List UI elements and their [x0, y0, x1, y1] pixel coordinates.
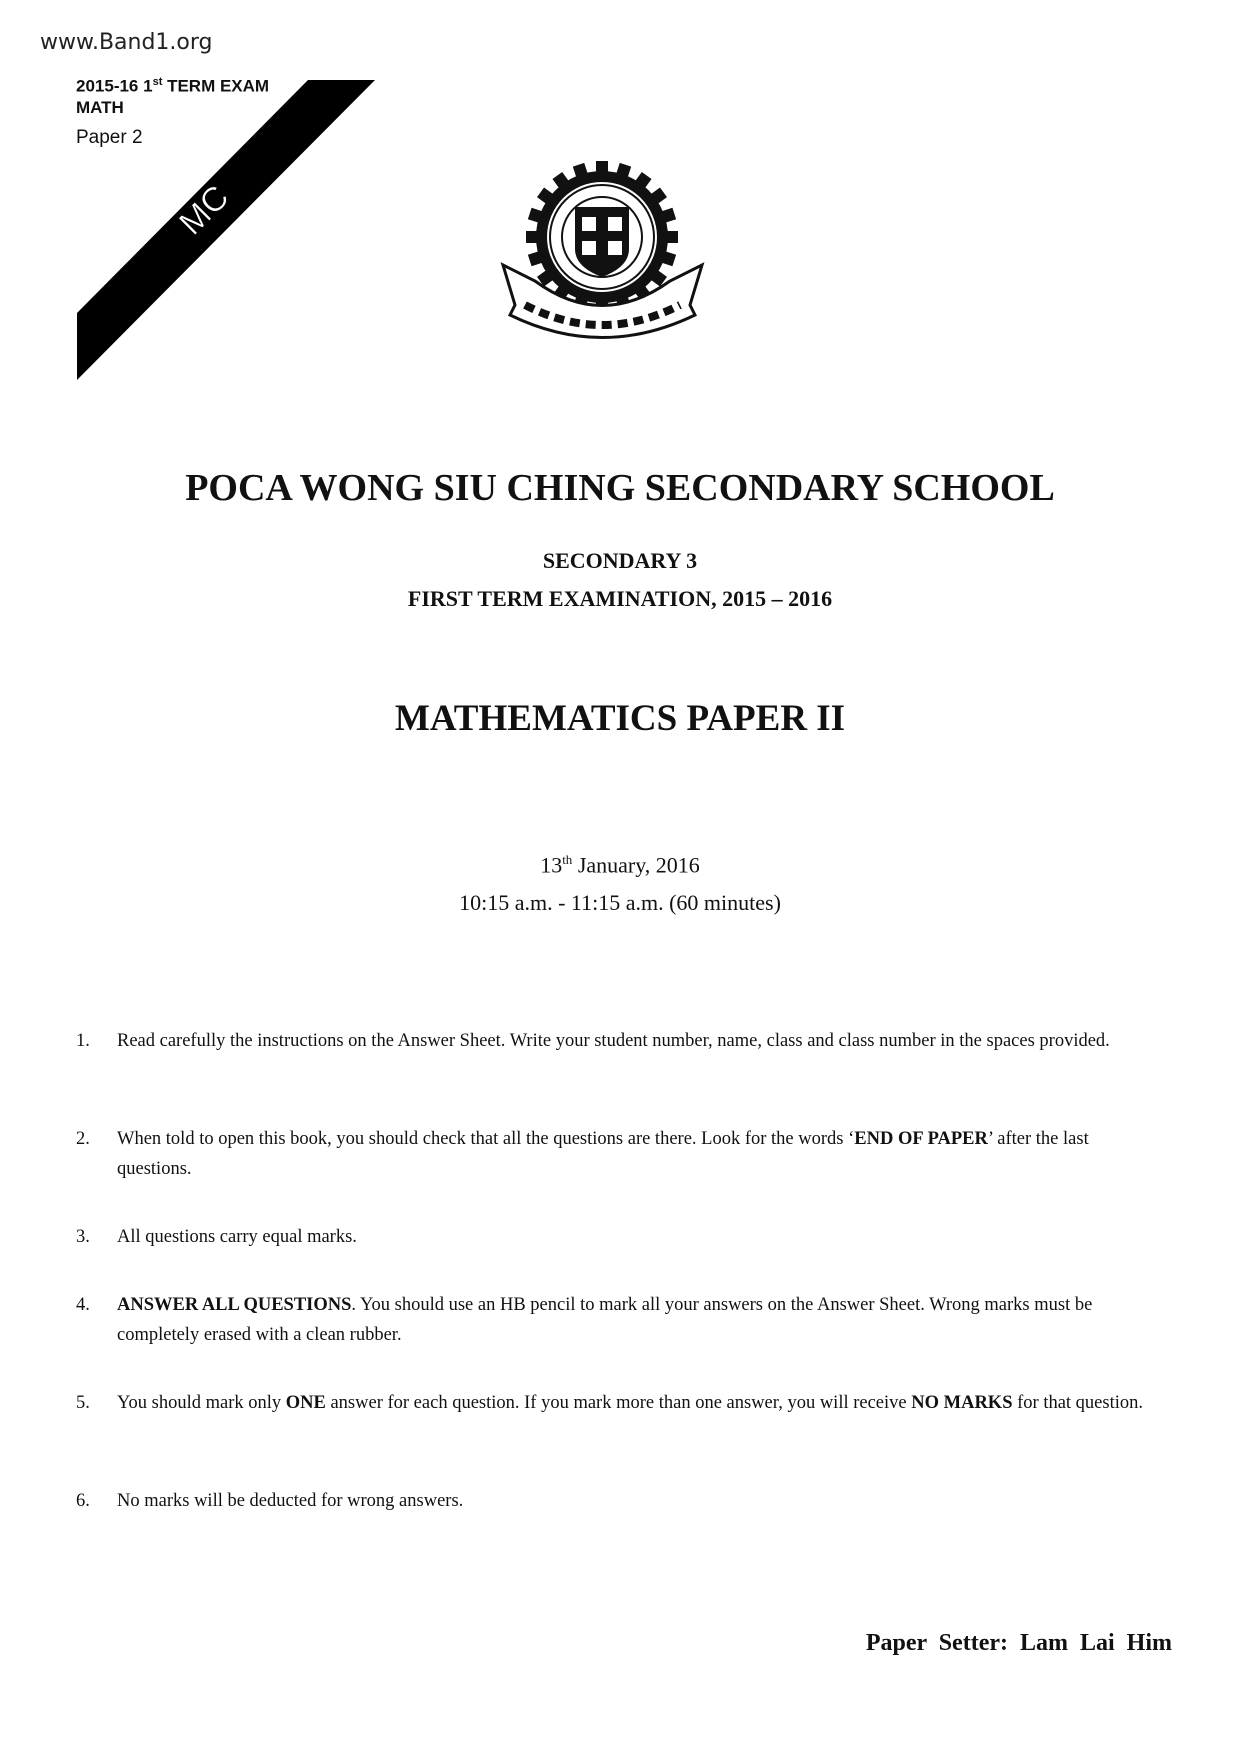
date-rest: January, 2016 — [572, 852, 700, 878]
instruction-item — [76, 1388, 1166, 1418]
instruction-text — [117, 1124, 1166, 1184]
exam-time: 10:15 a.m. - 11:15 a.m. (60 minutes) — [459, 890, 781, 915]
form-level: SECONDARY 3 — [542, 548, 698, 573]
watermark-url: www.Band1.org — [40, 30, 213, 55]
school-name: POCA WONG SIU CHING SECONDARY SCHOOL — [185, 467, 1055, 509]
instruction-text — [117, 1388, 1166, 1418]
exam-term: TERM EXAM — [162, 76, 270, 96]
instruction-text-part: answer for each question. If you mark more than one answer, you will receive — [325, 1393, 912, 1413]
instruction-text — [117, 1486, 1166, 1516]
instruction-number: 5. — [76, 1393, 90, 1413]
instruction-text-part: Read carefully the instructions on the Answer Sheet. Write your student number, name, class and class number in the spaces provided. — [117, 1031, 1110, 1051]
instruction-number: 4. — [76, 1295, 90, 1315]
instruction-number: 3. — [76, 1227, 90, 1247]
instruction-text-part: ’ after the last questions. — [117, 1129, 1089, 1179]
paper-label: Paper 2 — [76, 127, 143, 148]
instruction-text-part: No marks will be deducted for wrong answers. — [117, 1491, 464, 1511]
instruction-item — [76, 1290, 1166, 1350]
instruction-number: 6. — [76, 1491, 90, 1511]
school-logo — [495, 155, 710, 355]
emphasis-text: NO MARKS — [911, 1393, 1013, 1413]
ordinal-sup: st — [152, 76, 163, 88]
emphasis-text: ANSWER ALL QUESTIONS — [117, 1295, 352, 1315]
instruction-text — [117, 1026, 1166, 1056]
instruction-text-part: All questions carry equal marks. — [117, 1227, 357, 1247]
instruction-text — [117, 1290, 1166, 1350]
instruction-item — [76, 1026, 1166, 1056]
paper-setter: Paper Setter: Lam Lai Him — [865, 1630, 1172, 1656]
instruction-text-part: for that question. — [1012, 1393, 1144, 1413]
exam-date — [0, 852, 1240, 878]
instruction-number: 1. — [76, 1031, 90, 1051]
date-sup: th — [562, 852, 573, 867]
mc-ribbon — [0, 0, 420, 400]
exam-title: FIRST TERM EXAMINATION, 2015 – 2016 — [407, 586, 833, 611]
subject-label: MATH — [76, 98, 124, 117]
instruction-text — [117, 1222, 1166, 1252]
instruction-text-part: You should mark only — [117, 1393, 286, 1413]
ribbon-label: MC — [172, 178, 237, 243]
emphasis-text: ONE — [285, 1393, 326, 1413]
instruction-number: 2. — [76, 1129, 90, 1149]
instruction-item — [76, 1486, 1166, 1516]
instruction-item — [76, 1222, 1166, 1252]
paper-title: MATHEMATICS PAPER II — [394, 698, 846, 739]
instruction-item — [76, 1124, 1166, 1184]
date-day: 13 — [540, 852, 563, 878]
instruction-text-part: . You should use an HB pencil to mark all your answers on the Answer Sheet. Wrong marks must be completely erased with a clean rubber. — [117, 1295, 1093, 1345]
emphasis-text: END OF PAPER — [854, 1129, 988, 1149]
exam-year: 2015-16 1 — [76, 76, 153, 96]
instruction-text-part: When told to open this book, you should check that all the questions are there. Look for the words ‘ — [117, 1129, 855, 1149]
